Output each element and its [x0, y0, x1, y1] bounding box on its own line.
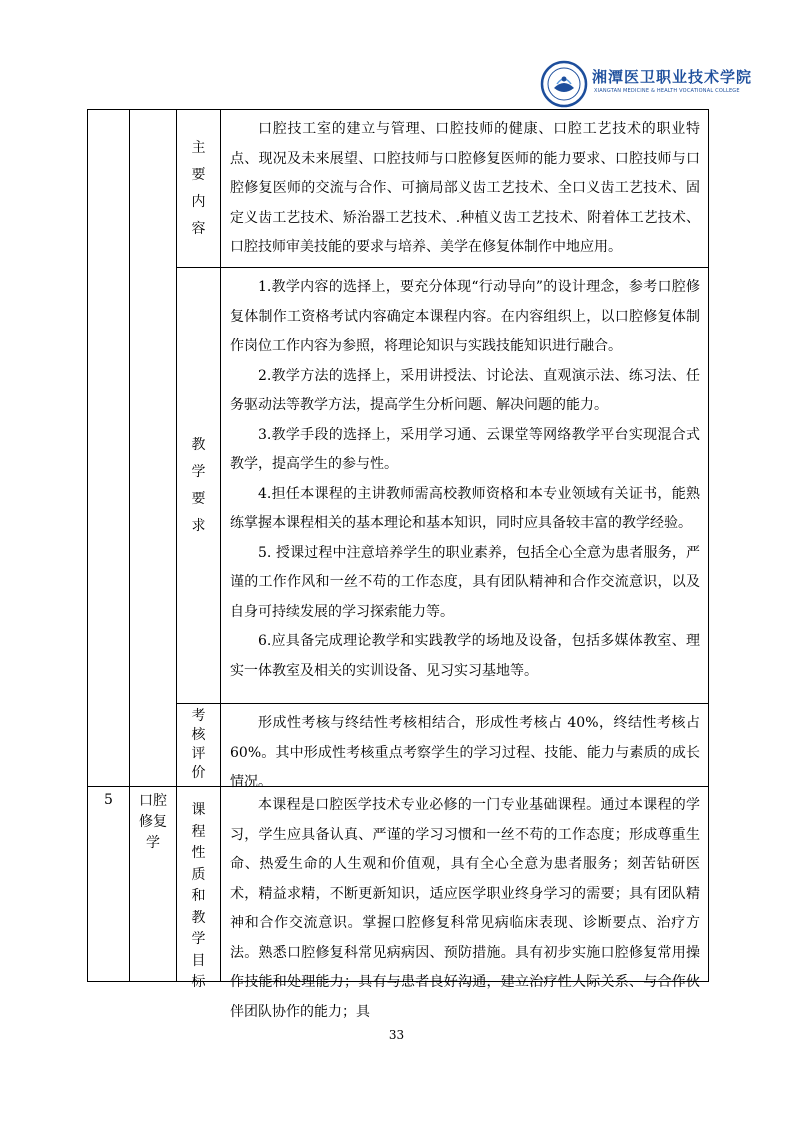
teaching-req-item-5: 5. 授课过程中注意培养学生的职业素养，包括全心全意为患者服务，严谨的工作作风和一丝不苟的工作态度，具有团队精神和合作交流意识，以及自身可持续发展的学习探索能力等。 [230, 544, 700, 620]
assessment-text: 形成性考核与终结性考核相结合，形成性考核占 40%，终结性考核占 60%。其中形成性考核重点考察学生的学习过程、技能、能力与素质的成长情况。 [230, 715, 700, 790]
course-number: 5 [104, 792, 113, 808]
teaching-requirements-text [221, 273, 708, 686]
college-logo [540, 60, 753, 112]
course-name: 口腔 修复 学 [139, 793, 167, 851]
college-name: 湘潭医卫职业技术学院 [592, 68, 753, 86]
row-divider-1 [176, 267, 708, 268]
label-teaching-requirements: 教 学 要 求 [191, 436, 206, 534]
row-divider-2 [176, 703, 708, 704]
course-nature-objectives-text: 本课程是口腔医学技术专业必修的一门专业基础课程。通过本课程的学习，学生应具备认真、严谨的学习习惯和一丝不苟的工作态度；形成尊重生命、热爱生命的人生观和价值观，具有全心全意为患者服务；刻苦钻研医术，精益求精，不断更新知识，适应医学职业终身学习的需要；具有团队精神和合作交流意识。掌握口腔修复科常见病临床表现、诊断要点、治疗方法。熟悉口腔修复科常见病病因、预防措施。具有初步实施口腔修复常用操作技能和处理能力；具有与患者良好沟通，建立治疗性人际关系、与合作伙伴团队协作的能力；具 [230, 797, 700, 1020]
college-seal-icon [540, 60, 588, 108]
teaching-req-item-2: 2.教学方法的选择上，采用讲授法、讨论法、直观演示法、练习法、任务驱动法等教学方法，提高学生分析问题、解决问题的能力。 [230, 367, 700, 413]
teaching-req-item-3: 3.教学手段的选择上，采用学习通、云课堂等网络教学平台实现混合式教学，提高学生的参与性。 [230, 426, 700, 472]
label-main-content: 主 要 内 容 [191, 139, 206, 237]
label-assessment: 考 核 评 价 [191, 708, 206, 781]
teaching-req-item-1: 1.教学内容的选择上，要充分体现“行动导向”的设计理念，参考口腔修复体制作工资格考试内容确定本课程内容。在内容组织上，以口腔修复体制作岗位工作内容为参照，将理论知识与实践技能知识进行融合。 [230, 279, 700, 354]
curriculum-table [87, 109, 709, 1020]
college-name-english: XIANGTAN MEDICINE & HEALTH VOCATIONAL COLLEGE [594, 88, 740, 94]
teaching-req-item-4: 4.担任本课程的主讲教师需高校教师资格和本专业领域有关证书，能熟练掌握本课程相关的基本理论和基本知识，同时应具备较丰富的教学经验。 [230, 485, 700, 531]
main-content-text: 口腔技工室的建立与管理、口腔技师的健康、口腔工艺技术的职业特点、现况及未来展望、口腔技师与口腔修复医师的能力要求、口腔技师与口腔修复医师的交流与合作、可摘局部义齿工艺技术、全口义齿工艺技术、固定义齿工艺技术、矫治器工艺技术、.种植义齿工艺技术、附着体工艺技术、口腔技师审美技能的要求与培养、美学在修复体制作中地应用。 [230, 121, 700, 255]
page-number: 33 [388, 1028, 405, 1042]
teaching-req-item-6: 6.应具备完成理论教学和实践教学的场地及设备，包括多媒体教室、理实一体教室及相关的实训设备、见习实习基地等。 [230, 633, 700, 679]
label-course-nature-objectives: 课 程 性 质 和 教 学 目 标 [191, 802, 206, 990]
